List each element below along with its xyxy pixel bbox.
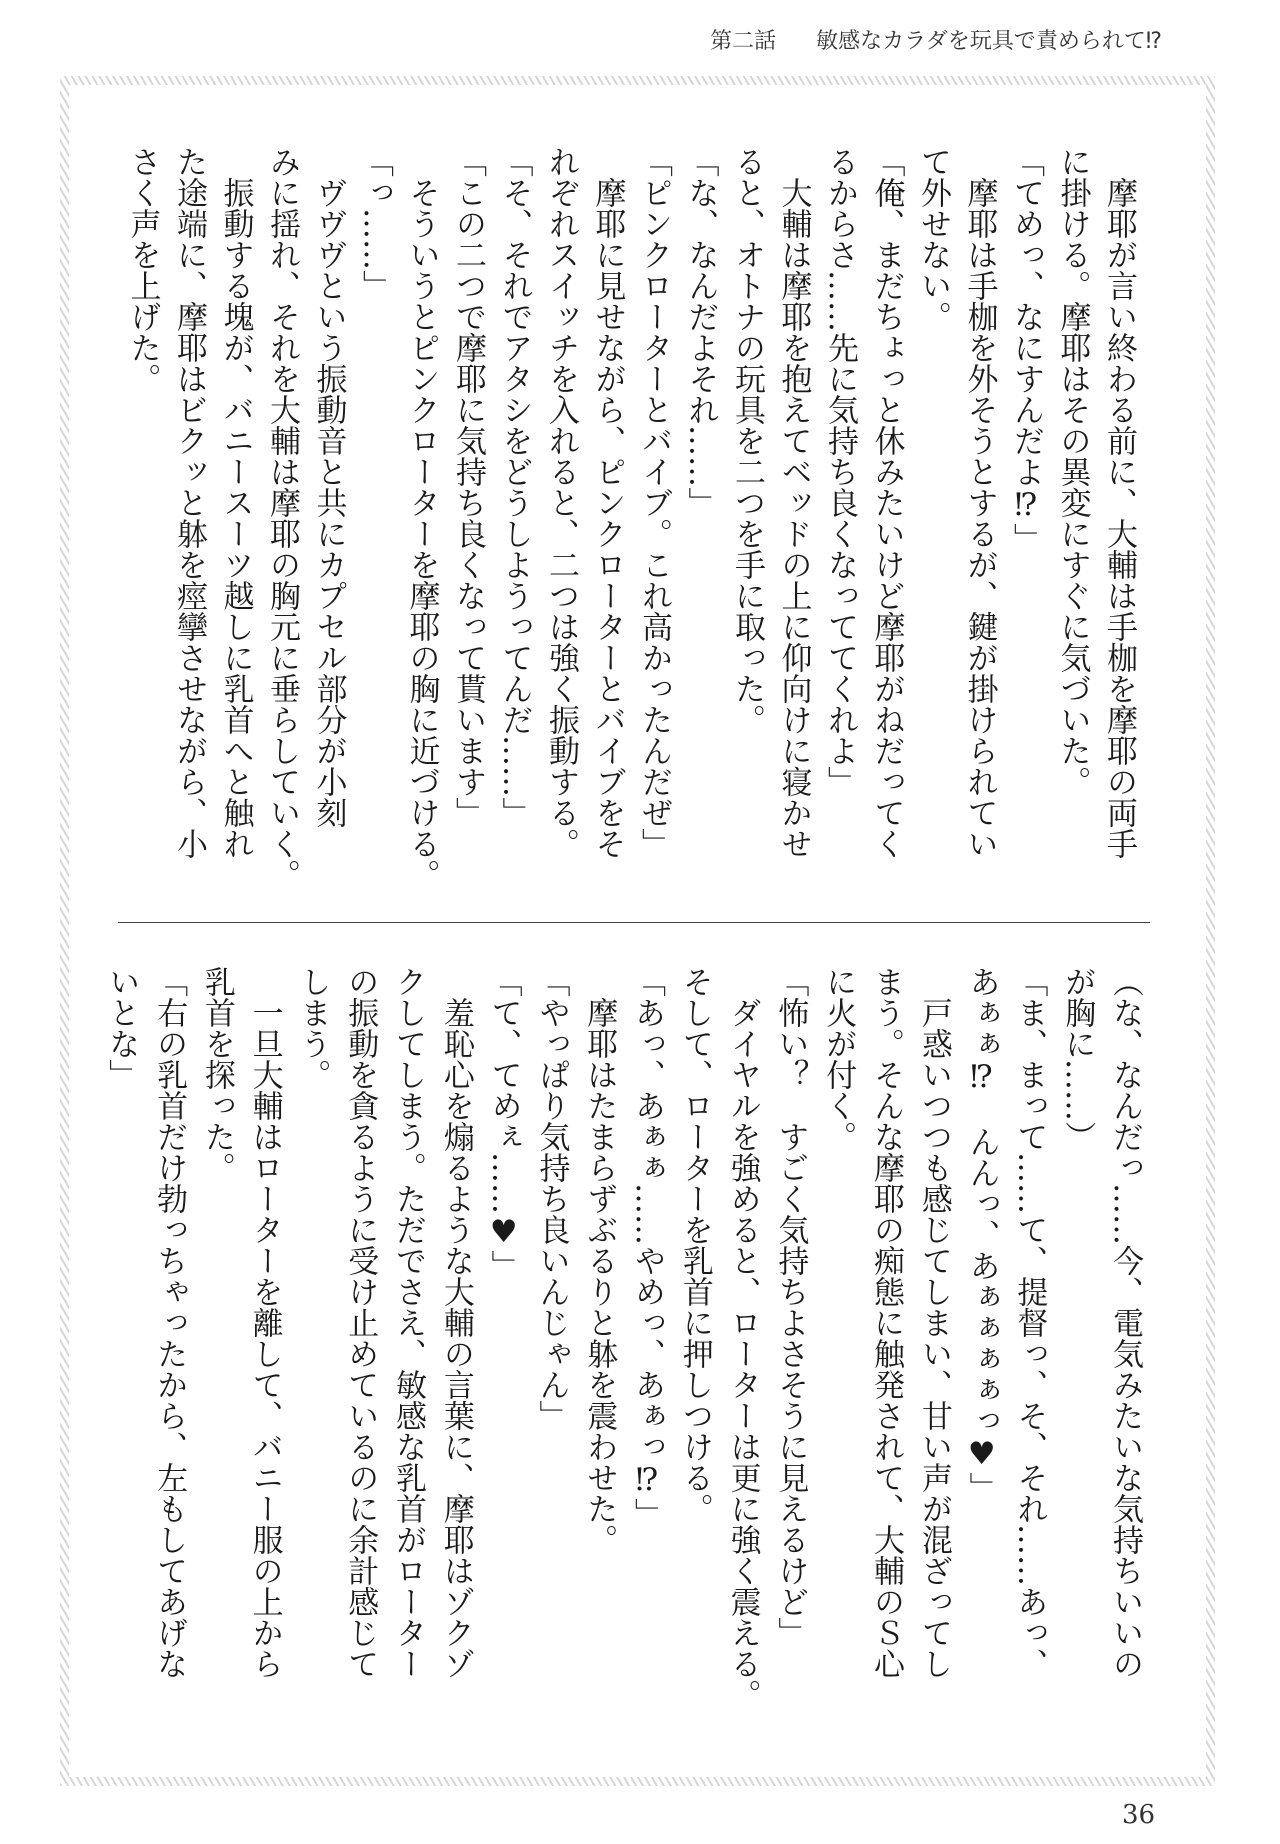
text-column: の振動を貪るように受け止めているのに余計感じて [342, 966, 379, 1679]
text-column: るからさ……先に気持ち良くなっててくれよ」 [822, 146, 858, 797]
text-column: 「てめっ、なにすんだよ⁉」 [1008, 146, 1044, 554]
text-column: 「右の乳首だけ勃っちゃったから、左もしてあげな [151, 966, 188, 1679]
page-number: 36 [1122, 1800, 1156, 1830]
upper-text-block [119, 146, 1142, 890]
text-column: しまう。 [294, 966, 331, 1090]
text-column: 大輔は摩耶を抱えてベッドの上に仰向けに寝かせ [775, 146, 812, 859]
text-column: 「っ……」 [357, 146, 393, 301]
lower-text-block [96, 966, 1148, 1710]
text-column: まう。そんな摩耶の痴態に触発されて、大輔のＳ心 [868, 966, 905, 1679]
episode-label: 第二話 [710, 29, 777, 54]
text-column: 「俺、まだちょっと休みたいけど摩耶がねだってく [868, 146, 905, 859]
text-column: 「ピンクローターとバイブ。これ高かったんだぜ」 [636, 146, 672, 859]
text-column: て外せない。 [915, 146, 951, 332]
text-column: 「あっ、あぁぁ……やめっ、あぁっ⁉」 [629, 966, 666, 1529]
text-column: そういうとピンクローターを摩耶の胸に近づける。 [403, 146, 440, 890]
text-column: が胸に……） [1059, 966, 1096, 1152]
text-column: あぁぁ⁉ んんっ、あぁぁぁぁっ♥」 [963, 966, 1000, 1503]
text-column: 羞恥心を煽るような大輔の言葉に、摩耶はゾクゾ [437, 966, 474, 1679]
running-header [710, 24, 1162, 55]
text-column: に火が付く。 [820, 966, 857, 1152]
text-column: さく声を上げた。 [124, 146, 161, 394]
text-column: 摩耶に見せながら、ピンクローターとバイブをそ [589, 146, 626, 859]
text-column: 振動する塊が、バニースーツ越しに乳首へと触れ [217, 146, 254, 859]
text-column: 戸惑いつつも感じてしまい、甘い声が混ざってし [915, 966, 952, 1679]
text-column: そして、ローターを乳首に押しつける。 [676, 966, 713, 1524]
text-column: 「やっぱり気持ち良いんじゃん」 [533, 966, 570, 1431]
text-column: みに揺れ、それを大輔は摩耶の胸元に垂らしていく。 [264, 146, 300, 890]
text-column: 乳首を探った。 [198, 966, 235, 1183]
text-column: ると、オトナの玩具を二つを手に取った。 [729, 146, 765, 735]
text-column: クしてしまう。ただでさえ、敏感な乳首がローター [390, 966, 427, 1679]
text-column: に掛ける。摩耶はその異変にすぐに気づいた。 [1054, 146, 1091, 797]
text-column: いとな」 [103, 966, 140, 1090]
text-column: ヴヴヴという振動音と共にカプセル部分が小刻 [310, 146, 347, 828]
text-column: 摩耶はたまらずぶるりと躰を震わせた。 [581, 966, 618, 1555]
text-column: 「そ、それでアタシをどうしようってんだ……」 [496, 146, 533, 828]
text-column: 「ま、まって……て、提督っ、そ、それ……あっ、 [1011, 966, 1048, 1679]
section-divider [118, 922, 1150, 923]
text-column: 「な、なんだよそれ……」 [682, 146, 719, 518]
text-column: 摩耶は手枷を外そうとするが、鍵が掛けられてい [961, 146, 998, 859]
chapter-title: 敏感なカラダを玩具で責められて⁉ [816, 29, 1162, 54]
text-column: ダイヤルを強めると、ローターは更に強く震える。 [724, 966, 761, 1710]
text-column: 「て、てめぇ……♥」 [485, 966, 522, 1281]
text-column: 一旦大輔はローターを離して、バニー服の上から [246, 966, 283, 1679]
text-column: た途端に、摩耶はビクッと躰を痙攣させながら、小 [171, 146, 207, 859]
text-column: 摩耶が言い終わる前に、大輔は手枷を摩耶の両手 [1101, 146, 1137, 859]
text-column: 「この二つで摩耶に気持ち良くなって貰います」 [450, 146, 486, 828]
text-column: 「怖い？ すごく気持ちよさそうに見えるけど」 [772, 966, 809, 1648]
text-column: （な、なんだっ……今、電気みたいな気持ちいいの [1107, 966, 1143, 1679]
text-column: れぞれスイッチを入れると、二つは強く振動する。 [543, 146, 579, 859]
